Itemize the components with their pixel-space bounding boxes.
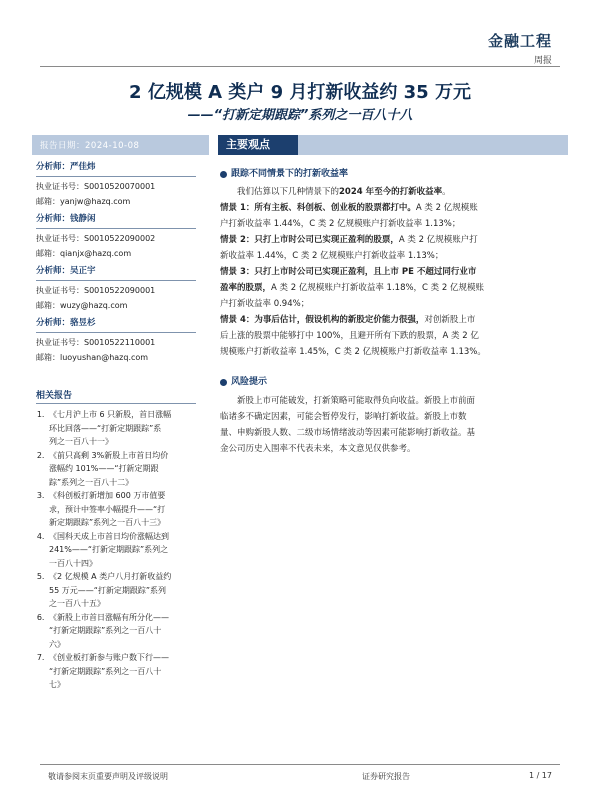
analyst-email: 邮箱：qianjx@hazq.com [36,249,132,258]
header-divider [40,66,560,67]
related-reports [36,388,206,692]
related-report-item[interactable]: 2. 《前只高剩 3%新股上市首日均价 涨幅约 101%——“打新定期跟 踪”系列之一百八十二》 [47,449,206,490]
report-subtitle: ——“打新定期跟踪”系列之一百八十八 [187,108,413,123]
analyst-name: 分析师：吴正宇 [36,266,96,276]
analyst-divider [36,176,196,177]
analyst-cert: 执业证书号：S0010522090002 [36,234,156,243]
risk-heading: 风险提示 [220,374,568,390]
related-reports-heading: 相关报告 [36,391,73,401]
tracking-intro: 我们估算以下几种情景下的2024 年至今的打新收益率。 [237,187,451,197]
analyst-cert: 执业证书号：S0010522110001 [36,338,156,347]
page-number: 1 / 17 [528,771,552,780]
analyst-cert: 执业证书号：S0010522090001 [36,286,156,295]
scenario-3: 情景 3：只打上市时公司已实现正盈利，且上市 PE 不超过同行业市 盈率的股票，A 类 2 亿规模账户打新收益率 1.18%，C 类 2 亿规模账 户打新收益率 0.94%； [220,267,484,309]
report-title: 2 亿规模 A 类户 9 月打新收益约 35 万元 [129,82,471,103]
analyst-email: 邮箱：yanjw@hazq.com [36,197,131,206]
analyst-block [36,212,206,261]
tracking-heading: 跟踪不同情景下的打新收益率 [220,166,568,182]
analyst-block [36,264,206,313]
footer-divider [40,764,560,765]
bullet-icon [220,379,227,386]
analyst-email: 邮箱：luoyushan@hazq.com [36,353,149,362]
report-date: 报告日期：2024-10-08 [40,141,140,151]
related-divider [36,403,196,404]
main-view-label: 主要观点 [218,135,298,155]
risk-text: 新股上市可能破发，打新策略可能取得负向收益。新股上市前面 临诸多不确定因素，可能会暂停发行，影响打新收益。新股上市数 量、申购新股人数、二级市场情绪波动等因素可能影响打新收益。基 金公司历史入围率不代表未来，本文意见仅供参考。 [220,396,476,454]
related-report-item[interactable]: 5. 《2 亿规模 A 类户八月打新收益约 55 万元——“打新定期跟踪”系列 之一百八十五》 [47,570,206,611]
analyst-block [36,160,206,209]
analyst-divider [36,228,196,229]
analyst-cert: 执业证书号：S0010520070001 [36,182,156,191]
related-report-item[interactable]: 7. 《创业板打新参与账户数下行—— “打新定期跟踪”系列之一百八十 七》 [47,651,206,692]
footer-report-type: 证券研究报告 [362,772,410,781]
analyst-block [36,316,206,365]
related-report-item[interactable]: 3. 《科创板打新增加 600 万市值要 求，预计中签率小幅提升——“打 新定期跟踪”系列之一百八十三》 [47,489,206,530]
bullet-icon [220,171,227,178]
scenario-4: 情景 4：为事后估计，假设机构的新股定价能力很强，对创新股上市 后上涨的股票中能够打中 100%，且避开所有下跌的股票，A 类 2 亿 规模账户打新收益率 1.45%，C 类 2 亿规模账户打新收益率 1.13%。 [220,315,486,357]
analyst-name: 分析师：钱静闲 [36,214,96,224]
risk-section [220,374,568,457]
analyst-name: 分析师：骆昱杉 [36,318,96,328]
related-reports-list [36,408,206,692]
tracking-section [220,166,568,360]
report-date-bar [32,135,209,155]
scenario-2: 情景 2：只打上市时公司已实现正盈利的股票，A 类 2 亿规模账户打 新收益率 1.44%，C 类 2 亿规模账户打新收益率 1.13%； [220,235,478,261]
related-report-item[interactable]: 6. 《新股上市首日涨幅有所分化—— “打新定期跟踪”系列之一百八十 六》 [47,611,206,652]
related-report-item[interactable]: 4. 《国科天成上市首日均价涨幅达到 241%——“打新定期跟踪”系列之 一百八十四》 [47,530,206,571]
analyst-divider [36,280,196,281]
main-view-bar [218,135,568,155]
analyst-name: 分析师：严佳炜 [36,162,96,172]
analyst-divider [36,332,196,333]
report-type: 周报 [533,56,552,66]
related-report-item[interactable]: 1. 《七月沪上市 6 只新股，首日涨幅 环比回落——“打新定期跟踪”系 列之一百八十一》 [47,408,206,449]
brand-title: 金融工程 [487,32,552,50]
footer-disclaimer: 敬请参阅末页重要声明及评级说明 [48,772,168,781]
analyst-email: 邮箱：wuzy@hazq.com [36,301,128,310]
scenario-1: 情景 1：所有主板、科创板、创业板的股票都打中。A 类 2 亿规模账 户打新收益率 1.44%，C 类 2 亿规模账户打新收益率 1.13%； [220,203,478,229]
